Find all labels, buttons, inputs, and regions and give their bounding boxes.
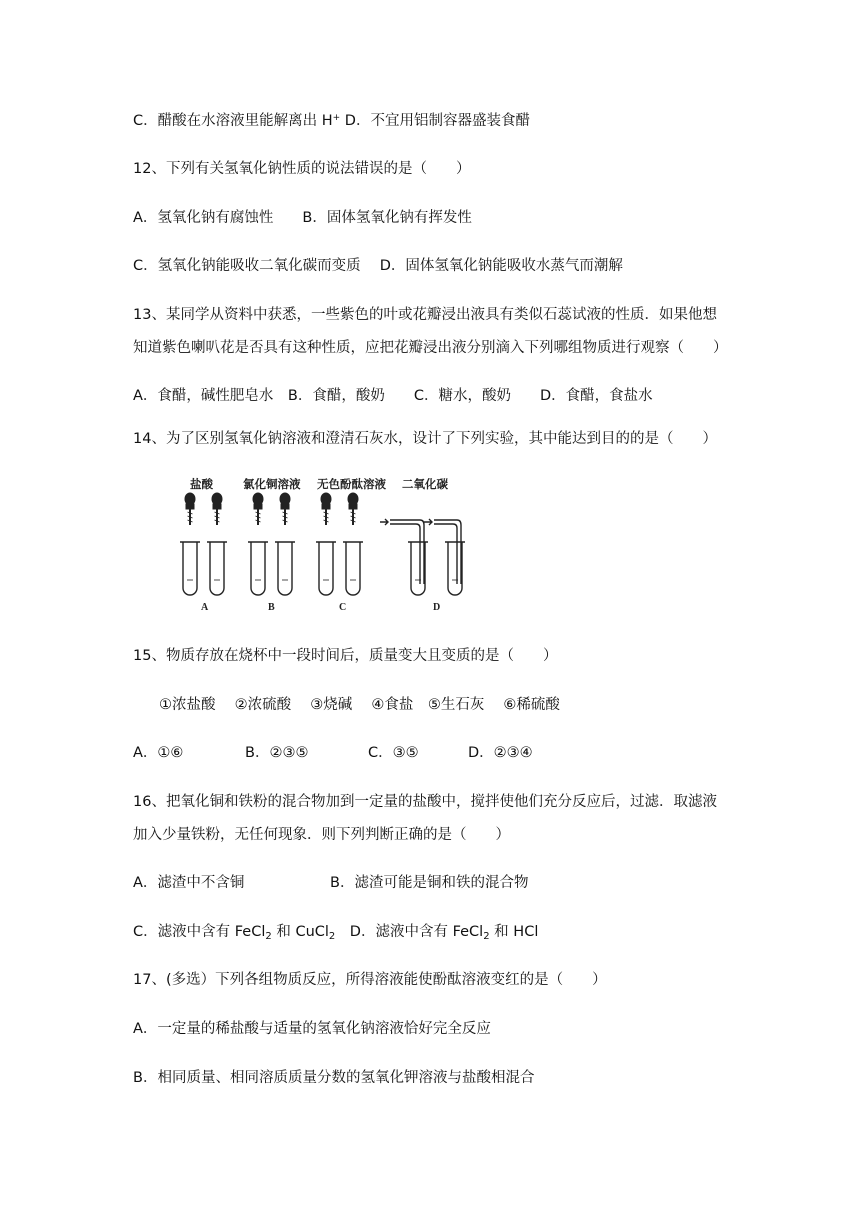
test-tube-d-2 [445,542,465,595]
dropper-a-1 [185,493,195,525]
figure-label-co2: 二氧化碳 [402,477,448,491]
q15-option-c: C．③⑤ [368,745,419,761]
q16-option-a: A．滤渣中不含铜 [133,875,245,891]
q15-stem: 15、物质存放在烧杯中一段时间后，质量变大且变质的是（ ） [133,648,558,664]
test-tube-a-1 [180,542,200,595]
q15-option-d: D．②③④ [468,745,533,761]
figure-tube-label-a: A [201,602,209,613]
figure-label-hcl: 盐酸 [190,477,213,491]
q13-stem-line1: 13、某同学从资料中获悉，一些紫色的叶或花瓣浸出液具有类似石蕊试液的性质．如果他想 [133,307,717,323]
q17-option-a: A．一定量的稀盐酸与适量的氢氧化钠溶液恰好完全反应 [133,1021,491,1037]
test-tube-b-1 [248,542,268,595]
dropper-b-1 [253,493,263,525]
figure-tube-label-c: C [339,602,347,613]
q13-options: A．食醋，碱性肥皂水 B．食醋，酸奶 C．糖水，酸奶 D．食醋，食盐水 [133,388,653,404]
arrow-right-icon [380,519,388,525]
q12-options-ab: A．氢氧化钠有腐蚀性 B．固体氢氧化钠有挥发性 [133,210,472,226]
figure-label-phenolphthalein: 无色酚酞溶液 [317,477,386,491]
dropper-c-2 [348,493,358,525]
q14-experiment-figure [170,472,490,620]
q16-option-b: B．滤渣可能是铜和铁的混合物 [330,875,529,891]
co2-pipe-2 [424,519,461,584]
q12-options-cd: C．氢氧化钠能吸收二氧化碳而变质 D．固体氢氧化钠能吸收水蒸气而潮解 [133,258,623,274]
test-tube-c-2 [343,542,363,595]
q15-items: ①浓盐酸 ②浓硫酸 ③烧碱 ④食盐 ⑤生石灰 ⑥稀硫酸 [159,697,560,713]
q15-options [133,743,533,763]
q16-options-cd [133,922,538,942]
q17-stem: 17、(多选）下列各组物质反应，所得溶液能使酚酞溶液变红的是（ ） [133,972,607,988]
dropper-c-1 [321,493,331,525]
q16-option-c: C．滤液中含有 FeCl$_2$ 和 CuCl$_2$ [133,924,336,942]
co2-pipe-1 [380,519,424,584]
q15-option-a: A．①⑥ [133,745,184,761]
q17-option-b: B．相同质量、相同溶质质量分数的氢氧化钾溶液与盐酸相混合 [133,1070,535,1086]
q15-option-b: B．②③⑤ [245,745,309,761]
q14-stem: 14、为了区别氢氧化钠溶液和澄清石灰水，设计了下列实验，其中能达到目的的是（ ） [133,431,717,447]
figure-tube-label-b: B [268,602,275,613]
dropper-a-2 [212,493,222,525]
test-tube-a-2 [207,542,227,595]
q12-stem: 12、下列有关氢氧化钠性质的说法错误的是（ ） [133,161,471,177]
q11-options-cd: C．醋酸在水溶液里能解离出 H+ D．不宜用铝制容器盛装食醋 [133,113,530,129]
q16-stem-line2: 加入少量铁粉，无任何现象．则下列判断正确的是（ ） [133,827,510,843]
figure-tube-label-d: D [433,602,441,613]
dropper-b-2 [280,493,290,525]
test-tube-d-1 [408,542,428,595]
q13-stem-line2: 知道紫色喇叭花是否具有这种性质，应把花瓣浸出液分别滴入下列哪组物质进行观察（ ） [133,340,728,356]
arrow-right-icon [424,519,432,525]
test-tube-b-2 [275,542,295,595]
q16-options-ab [133,873,528,893]
figure-label-cucl2: 氯化铜溶液 [243,477,301,491]
q16-option-d: D．滤液中含有 FeCl$_2$ 和 HCl [335,924,539,942]
q16-stem-line1: 16、把氧化铜和铁粉的混合物加到一定量的盐酸中，搅拌使他们充分反应后，过滤．取滤液 [133,794,717,810]
test-tube-c-1 [316,542,336,595]
